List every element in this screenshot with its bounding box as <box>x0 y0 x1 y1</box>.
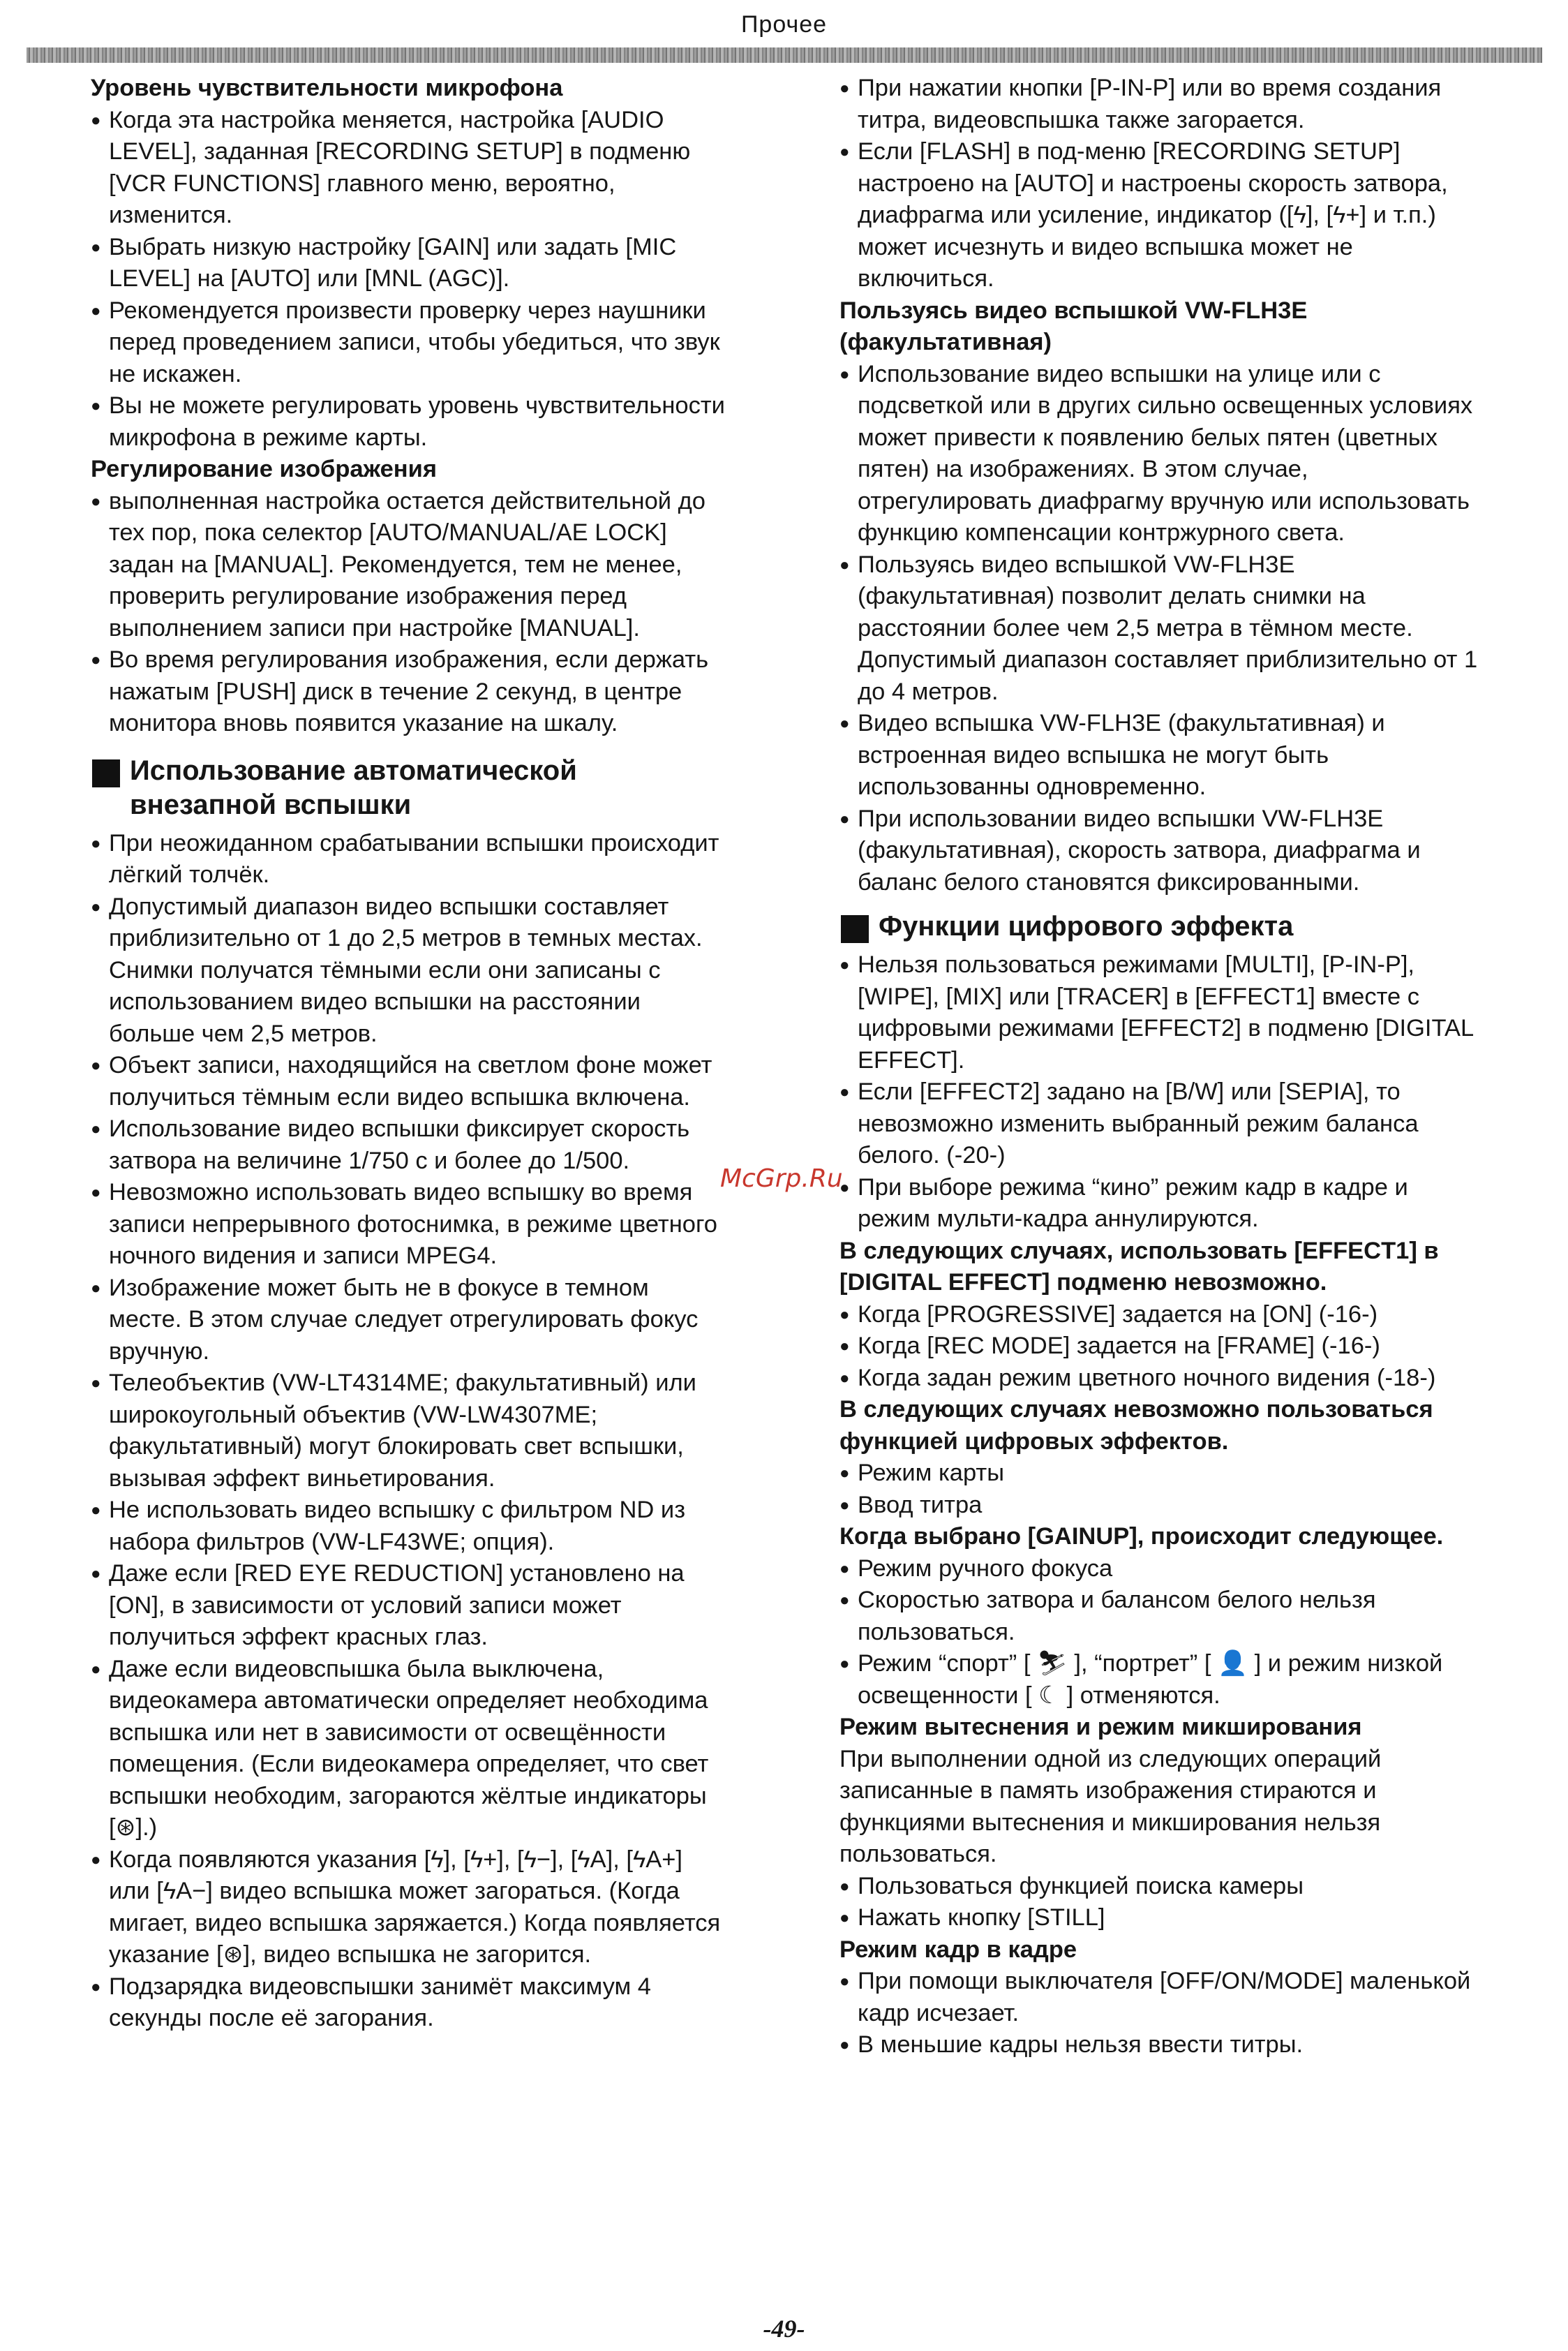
noeffect-bullet: ● Ввод титра <box>839 1490 1481 1522</box>
flash-bullet: ● Даже если видеовспышка была выключена, видеокамера автоматически определяет необходима вспышка или нет в зависимости от освещённости помещения. (Если видеокамера определяет, что свет вспышки необходим, загораются жёлтые индикаторы [⊛].) <box>91 1654 726 1844</box>
image-bullet: ● выполненная настройка остается действительной до тех пор, пока селектор [AUTO/MANUAL/AE LOCK] задан на [MANUAL]. Рекомендуется, тем не менее, проверить регулирование изображения перед выполнением записи при настройке [MANUAL]. <box>91 486 726 645</box>
image-heading: Регулирование изображения <box>91 456 437 482</box>
flash-bullet: ● Использование видео вспышки фиксирует скорость затвора на величине 1/750 с и более до 1/500. <box>91 1113 726 1177</box>
section-square-icon <box>92 759 120 787</box>
flash-bullet: ● При неожиданном срабатывании вспышки происходит лёгкий толчёк. <box>91 828 726 891</box>
flash-bullet: ● Невозможно использовать видео вспышку во время записи непрерывного фотоснимка, в режиме цветного ночного видения и записи MPEG4. <box>91 1177 726 1273</box>
wipe-heading: Режим вытеснения и режим микширования <box>839 1714 1362 1740</box>
noeffect-bullet: ● Режим карты <box>839 1458 1481 1490</box>
left-column <box>91 73 726 2035</box>
flash-bullet: ● Объект записи, находящийся на светлом фоне может получиться тёмным если видео вспышка включена. <box>91 1050 726 1113</box>
gainup-bullet: ● Скоростью затвора и балансом белого нельзя пользоваться. <box>839 1585 1481 1648</box>
flash-continued-bullet: ● При нажатии кнопки [P-IN-P] или во время создания титра, видеовспышка также загорается. <box>839 73 1481 136</box>
digital-bullet: ● При выборе режима “кино” режим кадр в кадре и режим мульти-кадра аннулируются. <box>839 1172 1481 1236</box>
mic-bullet: ● Вы не можете регулировать уровень чувствительности микрофона в режиме карты. <box>91 390 726 454</box>
mic-bullet: ● Рекомендуется произвести проверку через наушники перед проведением записи, чтобы убедиться, что звук не искажен. <box>91 295 726 391</box>
page-header-title: Прочее <box>740 11 828 38</box>
flash-section-line2: внезапной вспышки <box>130 789 412 820</box>
pip-heading: Режим кадр в кадре <box>839 1936 1077 1963</box>
effect1-heading: В следующих случаях, использовать [EFFECT1] в [DIGITAL EFFECT] подменю невозможно. <box>839 1237 1439 1296</box>
watermark: McGrp.Ru <box>720 1164 843 1193</box>
gainup-bullet: ● Режим “спорт” [ ⛷ ], “портрет” [ 👤 ] и режим низкой освещенности [ ☾ ] отменяются. <box>839 1648 1481 1712</box>
right-column <box>839 73 1481 2061</box>
flh-bullet: ● Пользуясь видео вспышкой VW-FLH3E (факультативная) позволит делать снимки на расстоянии более чем 2,5 метра в тёмном месте. Допустимый диапазон составляет приблизительно от 1 до 4 метров. <box>839 549 1481 709</box>
flash-bullet: ● Не использовать видео вспышку с фильтром ND из набора фильтров (VW-LF43WE; опция). <box>91 1495 726 1558</box>
effect1-bullet: ● Когда [PROGRESSIVE] задается на [ON] (-16-) <box>839 1299 1481 1331</box>
pip-bullet: ● В меньшие кадры нельзя ввести титры. <box>839 2029 1481 2061</box>
wipe-bullet: ● Пользоваться функцией поиска камеры <box>839 1871 1481 1903</box>
effect1-bullet: ● Когда [REC MODE] задается на [FRAME] (-16-) <box>839 1330 1481 1363</box>
effect1-bullet: ● Когда задан режим цветного ночного видения (-18-) <box>839 1363 1481 1395</box>
noeffect-heading: В следующих случаях невозможно пользоваться функцией цифровых эффектов. <box>839 1396 1433 1455</box>
flash-section-line1: Использование автоматической <box>130 755 577 786</box>
digital-section-title: Функции цифрового эффекта <box>879 911 1294 942</box>
flh-bullet: ● Использование видео вспышки на улице или с подсветкой или в других сильно освещенных условиях может привести к появлению белых пятен (цветных пятен) на изображениях. В этом случае, отрегулировать диафрагму вручную или использовать функцию компенсации контржурного света. <box>839 359 1481 549</box>
flh-bullet: ● Видео вспышка VW-FLH3E (факультативная) и встроенная видео вспышка не могут быть использованны одновременно. <box>839 708 1481 803</box>
flash-continued-bullet: ● Если [FLASH] в под-меню [RECORDING SETUP] настроено на [AUTO] и настроены скорость затвора, диафрагма или усиление, индикатор ([ϟ], [ϟ+] и т.п.) может исчезнуть и видео вспышка может не включиться. <box>839 136 1481 295</box>
flash-bullet: ● Допустимый диапазон видео вспышки составляет приблизительно от 1 до 2,5 метров в темных местах. Снимки получатся тёмными если они записаны с использованием видео вспышки на расстоянии больше чем 2,5 метров. <box>91 891 726 1051</box>
flash-bullet: ● Изображение может быть не в фокусе в темном месте. В этом случае следует отрегулировать фокус вручную. <box>91 1273 726 1368</box>
wipe-text: При выполнении одной из следующих операций записанные в память изображения стираются и функциями вытеснения и микширования нельзя пользоваться. <box>839 1745 1382 1867</box>
digital-section-heading <box>839 910 1481 944</box>
flash-bullet: ● Даже если [RED EYE REDUCTION] установлено на [ON], в зависимости от условий записи может получиться эффект красных глаз. <box>91 1558 726 1654</box>
digital-bullet: ● Если [EFFECT2] задано на [B/W] или [SEPIA], то невозможно изменить выбранный режим баланса белого. (-20-) <box>839 1076 1481 1172</box>
flash-bullet: ● Подзарядка видеовспышки занимёт максимум 4 секунды после её загорания. <box>91 1971 726 2035</box>
header-rule <box>27 47 1542 63</box>
mic-bullet: ● Когда эта настройка меняется, настройка [AUDIO LEVEL], заданная [RECORDING SETUP] в подменю [VCR FUNCTIONS] главного меню, вероятно, изменится. <box>91 105 726 232</box>
pip-bullet: ● При помощи выключателя [OFF/ON/MODE] маленькой кадр исчезает. <box>839 1966 1481 2029</box>
mic-heading: Уровень чувствительности микрофона <box>91 75 563 101</box>
gainup-heading: Когда выбрано [GAINUP], происходит следующее. <box>839 1523 1444 1550</box>
page-number: -49- <box>763 2315 805 2343</box>
image-bullet: ● Во время регулирования изображения, если держать нажатым [PUSH] диск в течение 2 секунд, в центре монитора вновь появится указание на шкалу. <box>91 644 726 740</box>
flash-section-heading <box>91 754 726 822</box>
mic-bullet: ● Выбрать низкую настройку [GAIN] или задать [MIC LEVEL] на [AUTO] или [MNL (AGC)]. <box>91 232 726 295</box>
digital-bullet: ● Нельзя пользоваться режимами [MULTI], [P-IN-P], [WIPE], [MIX] или [TRACER] в [EFFECT1] вместе с цифровыми режимами [EFFECT2] в подменю [DIGITAL EFFECT]. <box>839 949 1481 1076</box>
flh-bullet: ● При использовании видео вспышки VW-FLH3E (факультативная), скорость затвора, диафрагма и баланс белого становятся фиксированными. <box>839 803 1481 899</box>
flh-heading: Пользуясь видео вспышкой VW-FLH3E (факультативная) <box>839 297 1308 355</box>
flash-bullet: ● Когда появляются указания [ϟ], [ϟ+], [ϟ−], [ϟA], [ϟA+] или [ϟA−] видео вспышка может загораться. (Когда мигает, видео вспышка заряжается.) Когда появляется указание [⊛], видео вспышка не загорится. <box>91 1844 726 1971</box>
wipe-bullet: ● Нажать кнопку [STILL] <box>839 1902 1481 1934</box>
flash-bullet: ● Телеобъектив (VW-LT4314ME; факультативный) или широкоугольный объектив (VW-LW4307ME; факультативный) могут блокировать свет вспышки, вызывая эффект виньетирования. <box>91 1367 726 1495</box>
gainup-bullet: ● Режим ручного фокуса <box>839 1553 1481 1585</box>
section-square-icon <box>841 915 869 943</box>
